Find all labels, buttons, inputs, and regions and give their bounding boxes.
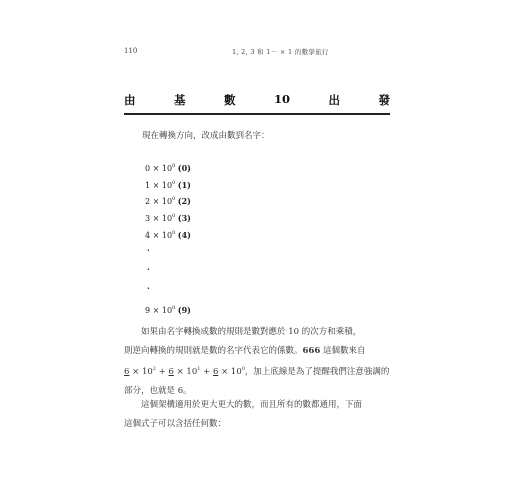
coefficient: 3 <box>145 214 151 224</box>
title-rule <box>124 113 390 115</box>
ellipsis-dot: · <box>147 264 150 275</box>
text-line <box>124 342 390 361</box>
times-ten: × 10 <box>150 306 173 316</box>
text-run: 這個數來自 <box>320 345 366 356</box>
coefficient: 0 <box>145 164 151 173</box>
coefficient: 4 <box>145 230 151 240</box>
ellipsis-dot: · <box>147 245 150 256</box>
exponent: 0 <box>172 213 176 220</box>
number-666: 666 <box>302 345 321 356</box>
digit-name: (3) <box>177 213 191 224</box>
times-ten: × 10 <box>173 367 198 377</box>
title-char: 10 <box>273 92 290 106</box>
body-paragraph-3 <box>124 396 390 433</box>
body-paragraph-2 <box>124 323 390 400</box>
mapping-row <box>145 208 191 225</box>
text-line: 這個架構適用於更大更大的數，而且所有的數都通用，下面 <box>141 400 363 410</box>
text-line: 這個式子可以含括任何數： <box>124 418 227 429</box>
exponent: 0 <box>241 366 245 372</box>
digit-name: (0) <box>177 163 191 173</box>
text-run: 則逆向轉換的規則就是數的名字代表它的係數。 <box>124 345 303 356</box>
mapping-row <box>145 158 191 175</box>
underlined-coefficient: 6 <box>168 367 174 377</box>
exponent: 1 <box>197 366 201 372</box>
exponent: 0 <box>172 179 176 186</box>
text-line: 如果由名字轉換成數的規則是數對應於 10 的次方和乘積， <box>141 327 362 337</box>
exponent: 0 <box>172 163 176 169</box>
mapping-row <box>145 300 191 317</box>
running-header: 1, 2, 3 和 1－ × 1 的數學旅行 <box>232 48 329 56</box>
title-char: 基 <box>173 93 186 107</box>
plus-sign: + <box>155 367 169 377</box>
times-ten: × 10 <box>129 367 153 377</box>
title-char: 由 <box>124 93 136 107</box>
page-number: 110 <box>124 47 138 55</box>
mapping-row <box>145 191 191 208</box>
exponent: 0 <box>172 305 176 312</box>
chapter-title <box>124 92 390 108</box>
coefficient: 2 <box>145 197 151 207</box>
expansion-line <box>124 360 390 382</box>
coefficient: 1 <box>145 180 151 190</box>
times-ten: × 10 <box>150 164 173 173</box>
mapping-row <box>145 175 191 192</box>
underlined-coefficient: 6 <box>212 367 219 377</box>
coefficient: 9 <box>145 306 151 316</box>
exponent: 2 <box>152 366 156 372</box>
times-ten: × 10 <box>150 180 173 190</box>
digit-mapping-list <box>145 158 191 317</box>
digit-name: (4) <box>177 229 191 240</box>
times-ten: × 10 <box>150 197 173 207</box>
exponent: 0 <box>172 196 176 203</box>
times-ten: × 10 <box>150 230 173 240</box>
title-char: 出 <box>328 93 340 107</box>
times-ten: × 10 <box>218 367 242 377</box>
mapping-row <box>145 225 191 242</box>
plus-sign: + <box>200 367 213 377</box>
digit-name: (2) <box>177 196 191 207</box>
title-char: 數 <box>223 93 236 107</box>
digit-name: (9) <box>177 305 191 316</box>
underlined-coefficient: 6 <box>124 367 130 377</box>
ellipsis-dot: · <box>147 283 150 294</box>
text-line: 部分，也就是 6。 <box>124 385 192 396</box>
title-char: 發 <box>378 93 390 107</box>
text-run: ，加上底線是為了提醒我們注意強調的 <box>244 367 390 377</box>
times-ten: × 10 <box>150 214 173 224</box>
digit-name: (1) <box>177 179 191 190</box>
intro-paragraph: 現在轉換方向，改成由數到名字： <box>142 131 270 141</box>
exponent: 0 <box>172 229 176 236</box>
